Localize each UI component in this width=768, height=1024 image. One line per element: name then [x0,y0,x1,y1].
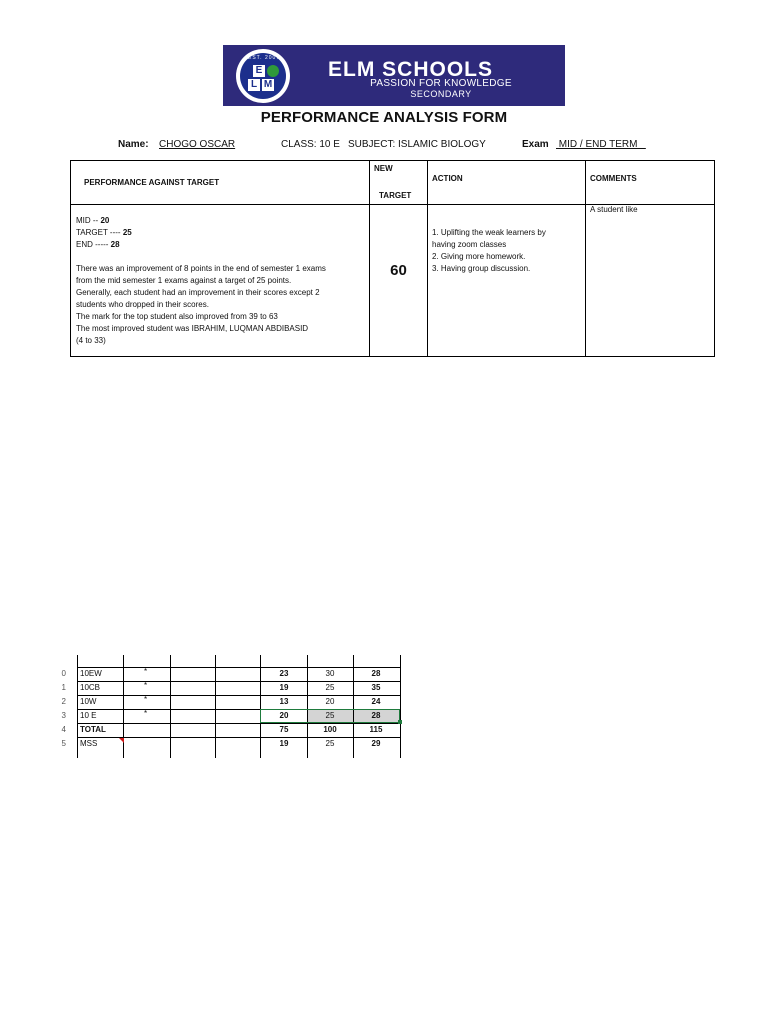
school-motto: PASSION FOR KNOWLEDGE [370,78,512,89]
exam-label: Exam [522,139,549,150]
cell-value[interactable]: 25 [325,711,335,720]
header-performance-against-target: PERFORMANCE AGAINST TARGET [84,178,220,187]
tree-icon [267,65,279,77]
cell-value[interactable]: 28 [371,669,381,678]
score-mid: MID -- 20 [76,216,110,225]
header-target: TARGET [379,191,412,200]
cell-class[interactable]: 10CB [80,683,101,692]
new-target-value: 60 [390,262,407,279]
cell-value[interactable]: 28 [371,711,381,720]
header-comments: COMMENTS [590,174,637,183]
cell-value[interactable]: 13 [279,697,289,706]
row-number: 0 [61,669,66,678]
student-name: CHOGO OSCAR [159,139,236,150]
cell-value[interactable]: 24 [371,697,381,706]
cell-class[interactable]: 10W [80,697,97,706]
score-end: END ----- 28 [76,240,120,249]
cell-value[interactable]: 100 [323,725,337,734]
seal-letter-l: L [248,79,260,91]
spreadsheet-snippet [60,655,405,758]
analysis-line: from the mid semester 1 exams against a target of 25 points. [76,276,292,285]
cell-value[interactable]: 20 [325,697,335,706]
cell-mark[interactable]: * [144,681,148,690]
row-number: 2 [61,697,66,706]
analysis-line: The most improved student was IBRAHIM, LUQMAN ABDIBASID [76,324,309,333]
cell-mark[interactable]: * [144,667,148,676]
row-number: 1 [61,683,66,692]
performance-details [76,215,326,347]
analysis-line: There was an improvement of 8 points in the end of semester 1 exams [76,264,326,273]
cell-mark[interactable]: * [144,695,148,704]
form-title: PERFORMANCE ANALYSIS FORM [260,109,508,126]
school-logo [223,45,565,106]
subject-label: SUBJECT: ISLAMIC BIOLOGY [348,139,486,150]
header-action: ACTION [432,174,463,183]
analysis-line: (4 to 33) [76,336,106,345]
comment-text: A student like [590,205,638,214]
cell-class[interactable]: 10 E [80,711,97,720]
action-line: 2. Giving more homework. [432,252,526,261]
name-label: Name: [118,139,149,150]
cell-value[interactable]: 25 [325,683,335,692]
cell-value[interactable]: 29 [371,739,381,748]
cell-value[interactable]: 19 [279,739,289,748]
row-number: 3 [61,711,66,720]
seal-letter-m: M [263,79,273,90]
cell-class[interactable]: TOTAL [80,725,106,734]
cell-value[interactable]: 115 [369,725,383,734]
cell-mark[interactable]: * [144,709,148,718]
action-line: 3. Having group discussion. [432,264,531,273]
analysis-line: Generally, each student had an improvement in their scores except 2 [76,288,320,297]
cell-value[interactable]: 20 [279,711,289,720]
row-number: 5 [61,739,66,748]
header-new: NEW [374,164,393,173]
exam-value: MID / END TERM [556,139,646,150]
cell-value[interactable]: 25 [325,739,335,748]
school-level: SECONDARY [410,89,472,99]
cell-value[interactable]: 19 [279,683,289,692]
seal-letter-e: E [253,65,265,77]
row-number: 4 [61,725,66,734]
analysis-line: The mark for the top student also improved from 39 to 63 [76,312,278,321]
cell-class[interactable]: 10EW [80,669,102,678]
action-line: 1. Uplifting the weak learners by [432,228,546,237]
cell-value[interactable]: 23 [279,669,289,678]
class-label: CLASS: 10 E [281,139,340,150]
score-target: TARGET ---- 25 [76,228,132,237]
school-name: ELM SCHOOLS [328,58,494,81]
cell-class[interactable]: MSS [80,739,98,748]
school-seal [236,49,290,103]
performance-table [70,160,715,357]
action-list [432,227,546,275]
comment-indicator[interactable] [119,738,124,743]
seal-established-text: EST. 2007 [248,55,281,61]
cell-value[interactable]: 30 [325,669,335,678]
cell-value[interactable]: 75 [279,725,289,734]
cell-value[interactable]: 35 [371,683,381,692]
analysis-line: students who dropped in their scores. [76,300,209,309]
action-line: having zoom classes [432,240,507,249]
